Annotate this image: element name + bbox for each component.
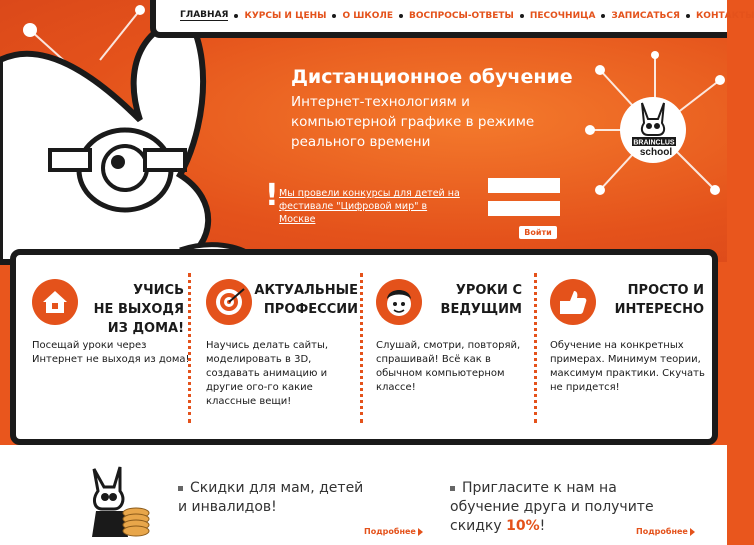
hero-title: Дистанционное обучение [291,66,573,88]
rabbit-coins-illustration [80,465,154,543]
divider [534,273,537,423]
logo-text-bottom: school [639,147,673,158]
feature-title: АКТУАЛЬНЫЕ ПРОФЕССИИ [254,283,358,317]
arrow-right-icon [418,528,423,536]
bullet-icon [450,486,455,491]
promo-invite-friend: Пригласите к нам на обучение друга и получите скидку 10%! [450,480,654,534]
nav-separator [332,14,336,18]
rabbit-logo-icon [620,97,686,163]
feature-professions [200,255,368,435]
nav-separator [234,14,238,18]
nav-item-courses[interactable]: КУРСЫ И ЦЕНЫ [244,10,327,21]
feature-title: УЧИСЬ НЕ ВЫХОДЯ ИЗ ДОМА! [93,283,184,336]
login-field[interactable] [488,178,560,193]
nav-separator [520,14,524,18]
nav-item-contacts[interactable]: КОНТАКТЫ [695,10,754,21]
nav-item-faq[interactable]: ВОСПРОСЫ-ОТВЕТЫ [409,10,514,21]
feature-text: Научись делать сайты, моделировать в 3D, создавать анимацию и другие ого-го какие классные вещи! [206,340,329,407]
nav-separator [686,14,690,18]
feature-learn-from-home [26,255,194,435]
login-button[interactable]: Войти [519,226,557,239]
feature-text: Посещай уроки через Интернет не выходя из дома! [32,340,190,365]
promo-section [0,445,727,545]
feature-teacher [372,255,540,435]
school-logo[interactable] [620,97,686,163]
password-field[interactable] [488,201,560,216]
nav-item-signup[interactable]: ЗАПИСАТЬСЯ [611,10,680,21]
features-panel [10,249,718,445]
divider [360,273,363,423]
feature-title: ПРОСТО И ИНТЕРЕСНО [614,283,704,317]
promo-discount: Скидки для мам, детей и инвалидов! [178,480,364,515]
feature-text: Слушай, смотри, повторяй, спрашивай! Всё как в обычном компьютерном классе! [376,340,521,393]
hero-subtitle: Интернет-технологиям и компьютерной графике в режиме реального времени [291,94,535,150]
bullet-icon [178,486,183,491]
nav-item-home[interactable]: ГЛАВНАЯ [180,10,229,20]
divider [188,273,191,423]
thumbs-up-icon [550,279,596,325]
nav-item-about[interactable]: О ШКОЛЕ [342,10,393,21]
exclamation-icon: ! [265,178,279,213]
nav-separator [601,14,605,18]
nav-item-sandbox[interactable]: ПЕСОЧНИЦА [529,10,596,21]
feature-text: Обучение на конкретных примерах. Минимум теории, максимум практики. Скучать не придется! [550,340,705,393]
target-icon [206,279,252,325]
house-icon [32,279,78,325]
feature-title: УРОКИ С ВЕДУЩИМ [440,283,522,317]
top-nav [150,0,754,38]
logo-text-top: BRAINCLUS [633,139,675,147]
news-link[interactable]: Мы провели конкурсы для детей на фестивале "Цифровой мир" в Москве [279,188,460,225]
feature-simple [546,255,714,435]
arrow-right-icon [690,528,695,536]
more-link-discount[interactable]: Подробнее [364,527,423,536]
more-link-invite[interactable]: Подробнее [636,527,695,536]
rabbit-mascot [0,20,255,262]
nav-separator [399,14,403,18]
